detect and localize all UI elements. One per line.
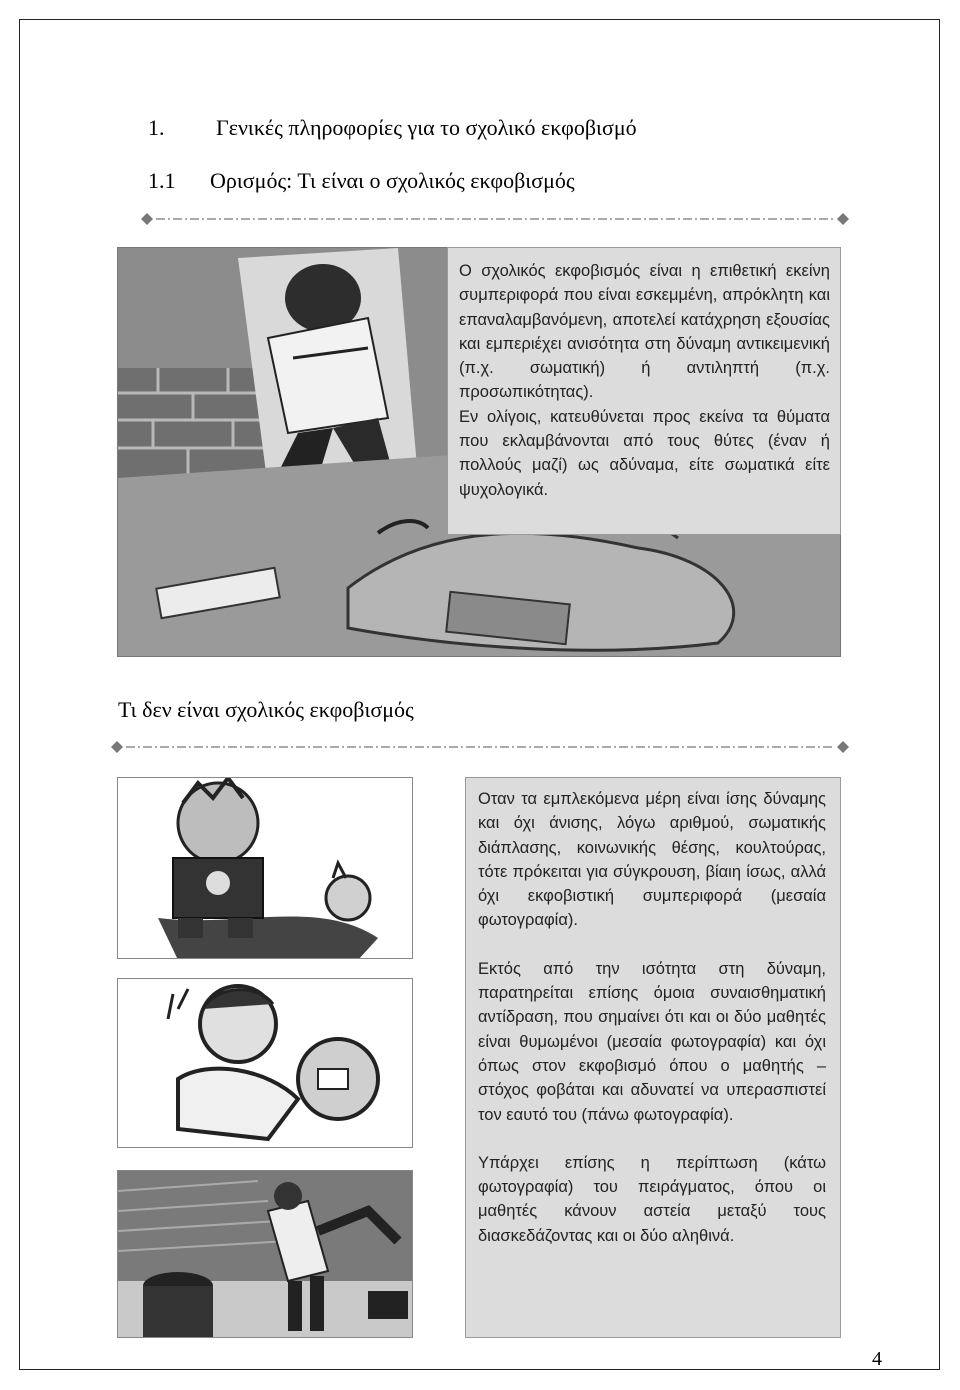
not-bullying-paragraph: Οταν τα εμπλεκόμενα μέρη είναι ίσης δύναμης και όχι άνισης, λόγω αριθμού, σωματικής διάπλασης, κοινωνικής θέσης, κουλτούρας, τότε πρόκειται για σύγκρουση, βίαιη ίσως, αλλά όχι εκφοβιστική συμπεριφορά (μεσαία φωτογραφία). bbox=[478, 790, 826, 930]
section-heading bbox=[148, 115, 637, 141]
not-bullying-paragraph: Υπάρχει επίσης η περίπτωση (κάτω φωτογραφία) του πειράγματος, όπου οι μαθητές κάνουν αστεία μεταξύ τους διασκεδάζοντας και οι δύο αληθινά. bbox=[478, 1153, 826, 1245]
subsection-number: 1.1 bbox=[148, 168, 176, 193]
dashed-divider bbox=[140, 212, 850, 226]
section-heading-not-bullying: Τι δεν είναι σχολικός εκφοβισμός bbox=[118, 697, 414, 722]
not-bullying-text-box bbox=[465, 777, 841, 1338]
section-title: Γενικές πληροφορίες για το σχολικό εκφοβισμό bbox=[216, 115, 637, 140]
definition-paragraph: Ο σχολικός εκφοβισμός είναι η επιθετική εκείνη συμπεριφορά που είναι εσκεμμένη, απρόκλητη και επαναλαμβανόμενη, αποτελεί κατάχρηση εξουσίας και εμπεριέχει ανισότητα στη δύναμη αντικειμενική (π.χ. σωματική) ή αντιληπτή (π.χ. προσωπικότητας). bbox=[459, 262, 830, 402]
not-bullying-paragraph: Εκτός από την ισότητα στη δύναμη, παρατηρείται επίσης όμοια συναισθηματική αντίδραση, που σημαίνει ότι και οι δύο μαθητές είναι θυμωμένοι (μεσαία φωτογραφία) και όχι όπως στον εκφοβισμό όπου ο μαθητής – στόχος φοβάται και αδυνατεί να υπερασπιστεί τον εαυτό του (πάνω φωτογραφία). bbox=[478, 959, 826, 1124]
bullying-cartoon-photo bbox=[117, 777, 413, 959]
section-number: 1. bbox=[148, 115, 165, 140]
page-number: 4 bbox=[872, 1348, 882, 1370]
fighting-cartoon-photo bbox=[117, 978, 413, 1148]
dashed-divider bbox=[110, 740, 850, 754]
subsection-title: Ορισμός: Τι είναι ο σχολικός εκφοβισμός bbox=[210, 168, 575, 193]
subsection-heading bbox=[148, 168, 575, 194]
definition-paragraph: Εν ολίγοις, κατευθύνεται προς εκείνα τα θύματα που εκλαμβάνονται από τους θύτες (έναν ή πολλούς μαζί) ως αδύναμα, είτε σωματικά είτε ψυχολογικά. bbox=[459, 407, 830, 499]
teasing-students-photo bbox=[117, 1170, 413, 1338]
definition-text-box bbox=[447, 247, 841, 535]
